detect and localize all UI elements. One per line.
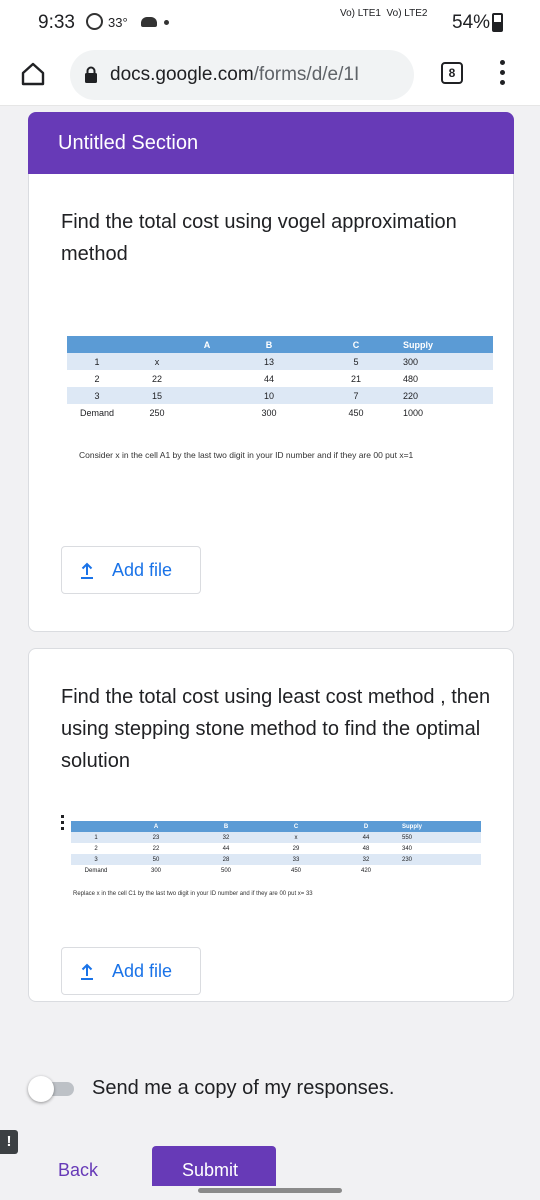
table-header-row <box>67 336 493 353</box>
submit-button[interactable]: Submit <box>152 1146 276 1186</box>
alert-icon[interactable]: ! <box>0 1130 18 1154</box>
table-header-cell: D <box>331 821 401 832</box>
table-row <box>71 843 481 854</box>
table-cell: 300 <box>401 353 493 370</box>
add-file-button[interactable] <box>61 947 201 995</box>
browser-toolbar <box>0 44 540 106</box>
table-cell: Demand <box>67 404 127 421</box>
question-1-note: Consider x in the cell A1 by the last two digit in your ID number and if they are 00 put x=1 <box>79 450 414 460</box>
table-cell: 50 <box>121 854 191 865</box>
table-row <box>71 832 481 843</box>
lock-icon <box>84 66 98 84</box>
table-cell: 420 <box>331 865 401 876</box>
table-cell: 13 <box>227 353 311 370</box>
status-time: 9:33 <box>38 12 75 33</box>
question-card-1 <box>28 174 514 632</box>
table-cell: 44 <box>191 843 261 854</box>
table-cell: 1000 <box>401 404 493 421</box>
home-icon[interactable] <box>20 61 46 87</box>
table-cell: 300 <box>121 865 191 876</box>
table-cell: 2 <box>71 843 121 854</box>
table-cell <box>187 353 227 370</box>
table-cell: 480 <box>401 370 493 387</box>
add-file-label: Add file <box>112 560 173 580</box>
table-row <box>67 370 493 387</box>
table-cell: 28 <box>191 854 261 865</box>
table-cell: 23 <box>121 832 191 843</box>
table-cell: 7 <box>311 387 401 404</box>
network-2-label: Vo) LTE2 <box>386 8 428 19</box>
table-cell: 1 <box>71 832 121 843</box>
table-cell: Demand <box>71 865 121 876</box>
question-2-text: Find the total cost using least cost method , then using stepping stone method to find the optimal solution <box>61 686 491 772</box>
table-cell: 2 <box>67 370 127 387</box>
table-cell: 22 <box>121 843 191 854</box>
upload-icon <box>80 963 94 981</box>
table-header-cell <box>67 336 127 353</box>
table-cell: 450 <box>261 865 331 876</box>
table-header-cell: A <box>121 821 191 832</box>
table-row <box>67 387 493 404</box>
table-cell: 32 <box>191 832 261 843</box>
question-1-text: Find the total cost using vogel approximation method <box>61 211 457 265</box>
copy-responses-toggle[interactable] <box>28 1076 76 1102</box>
table-cell: 5 <box>311 353 401 370</box>
table-cell <box>187 370 227 387</box>
table-cell: x <box>261 832 331 843</box>
network-1-label: Vo) LTE1 <box>340 8 381 19</box>
table-header-cell: Supply <box>401 336 493 353</box>
back-button[interactable]: Back <box>58 1160 99 1180</box>
table-cell: 44 <box>331 832 401 843</box>
upload-icon <box>80 562 94 580</box>
table-cell: 44 <box>227 370 311 387</box>
url-text <box>110 64 410 86</box>
table-header-cell: C <box>311 336 401 353</box>
add-file-button[interactable] <box>61 546 201 594</box>
add-file-label: Add file <box>112 961 173 981</box>
table-cell: 32 <box>331 854 401 865</box>
table-header-cell <box>71 821 121 832</box>
table-header-cell: B <box>191 821 261 832</box>
table-row <box>71 854 481 865</box>
table-cell: 3 <box>67 387 127 404</box>
table-cell: 450 <box>311 404 401 421</box>
question-card-2 <box>28 648 514 1002</box>
section-header <box>28 112 514 174</box>
address-bar[interactable] <box>70 50 414 100</box>
table-cell: 550 <box>401 832 481 843</box>
table-cell: 10 <box>227 387 311 404</box>
table-cell: x <box>127 353 187 370</box>
table-cell: 15 <box>127 387 187 404</box>
cloud-icon <box>141 17 157 27</box>
question-1-table <box>67 336 493 421</box>
table-cell: 33 <box>261 854 331 865</box>
notification-dot-icon <box>164 20 169 25</box>
whatsapp-icon <box>86 13 103 30</box>
table-cell: 220 <box>401 387 493 404</box>
status-bar <box>0 0 540 44</box>
copy-responses-label: Send me a copy of my responses. <box>92 1077 395 1099</box>
table-cell: 300 <box>227 404 311 421</box>
table-header-cell: C <box>261 821 331 832</box>
overflow-menu-icon[interactable] <box>500 60 506 88</box>
table-cell: 3 <box>71 854 121 865</box>
network-indicator <box>340 9 427 19</box>
table-cell: 29 <box>261 843 331 854</box>
table-row <box>67 353 493 370</box>
table-header-cell: A <box>187 336 227 353</box>
table-row <box>67 404 493 421</box>
table-cell: 230 <box>401 854 481 865</box>
table-cell <box>187 387 227 404</box>
battery-percent: 54% <box>452 12 491 33</box>
table-cell <box>401 865 481 876</box>
table-cell: 250 <box>127 404 187 421</box>
gesture-nav-handle[interactable] <box>198 1188 342 1193</box>
url-path: /forms/d/e/1I <box>253 64 360 85</box>
table-cell: 48 <box>331 843 401 854</box>
status-temperature: 33° <box>108 15 128 30</box>
section-title: Untitled Section <box>58 132 199 154</box>
table-header-cell: B <box>227 336 311 353</box>
table-cell: 22 <box>127 370 187 387</box>
table-cell: 500 <box>191 865 261 876</box>
table-header-cell: Supply <box>401 821 481 832</box>
battery-icon <box>492 13 503 32</box>
toggle-knob <box>28 1076 54 1102</box>
question-2-table <box>71 821 481 876</box>
question-2-note: Replace x in the cell C1 by the last two digit in your ID number and if they are 00 put x= 33 <box>73 891 313 897</box>
more-vert-icon[interactable] <box>61 815 65 831</box>
url-domain: docs.google.com <box>110 64 254 85</box>
table-row <box>71 865 481 876</box>
table-cell: 21 <box>311 370 401 387</box>
table-cell: 1 <box>67 353 127 370</box>
tab-switcher-icon[interactable]: 8 <box>441 62 463 84</box>
table-cell <box>187 404 227 421</box>
table-header-row <box>71 821 481 832</box>
table-header-cell <box>127 336 187 353</box>
table-cell: 340 <box>401 843 481 854</box>
